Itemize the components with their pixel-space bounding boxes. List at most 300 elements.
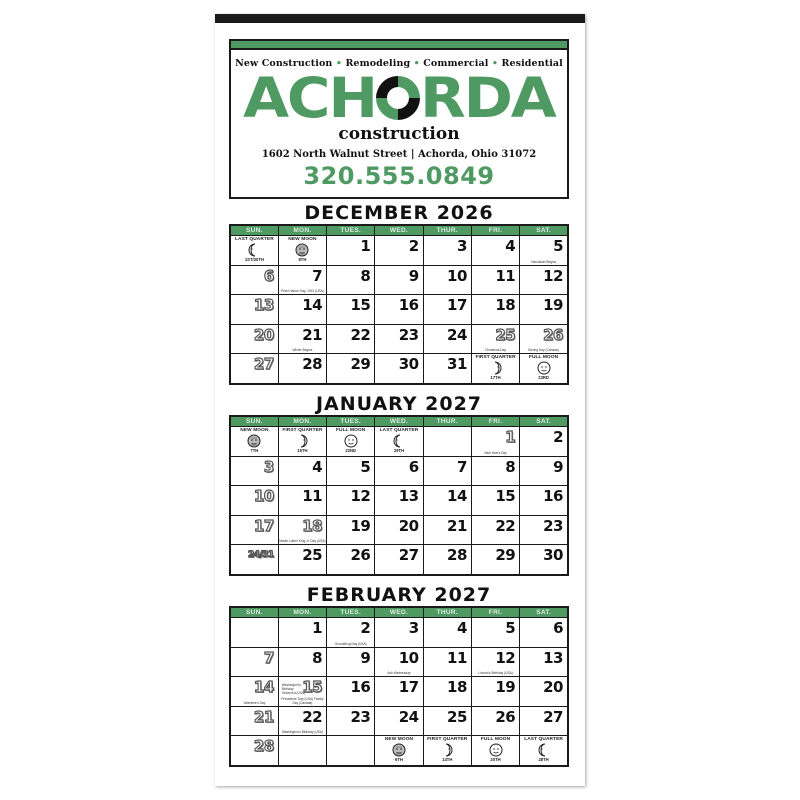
swirl-o-icon bbox=[373, 73, 423, 123]
day-cell[interactable] bbox=[520, 236, 568, 266]
week-row bbox=[230, 295, 568, 325]
day-cell[interactable] bbox=[327, 456, 375, 486]
day-number: 25 bbox=[447, 707, 467, 726]
moon-phase-label: FIRST QUARTER bbox=[427, 737, 468, 742]
day-cell[interactable] bbox=[230, 515, 278, 545]
day-cell[interactable] bbox=[375, 354, 423, 384]
moon-phase bbox=[231, 237, 278, 262]
day-cell[interactable] bbox=[375, 236, 423, 266]
day-number: 24 bbox=[447, 325, 467, 344]
weekday-header bbox=[230, 416, 568, 427]
week-row bbox=[230, 265, 568, 295]
calendar-sheet bbox=[215, 14, 585, 786]
day-number: 15 bbox=[495, 487, 516, 505]
day-number: 25 bbox=[495, 325, 516, 344]
day-number: 14 bbox=[253, 678, 274, 696]
day-cell[interactable] bbox=[520, 354, 568, 384]
day-cell[interactable] bbox=[520, 295, 568, 325]
weekday-label: FRI. bbox=[471, 225, 519, 236]
holiday-label: Lincoln's Birthday (USA) bbox=[478, 671, 513, 675]
day-cell[interactable] bbox=[278, 706, 326, 736]
day-number: 9 bbox=[360, 648, 371, 667]
moon-phase bbox=[472, 355, 519, 380]
holiday-label: Pearl Harbor Day, 1941 (USA) bbox=[281, 289, 324, 293]
day-cell[interactable] bbox=[471, 486, 519, 516]
day-cell[interactable] bbox=[423, 618, 471, 648]
day-number: 14 bbox=[302, 296, 323, 314]
company-logo bbox=[231, 66, 567, 130]
moon-last-quarter-icon bbox=[520, 743, 567, 757]
day-cell[interactable] bbox=[423, 515, 471, 545]
day-cell[interactable] bbox=[278, 236, 326, 266]
day-number: 17 bbox=[253, 516, 274, 535]
day-number: 15 bbox=[302, 678, 323, 696]
day-cell[interactable] bbox=[327, 647, 375, 677]
weekday-label: FRI. bbox=[471, 607, 519, 618]
day-number: 12 bbox=[350, 487, 371, 505]
moon-phase-label: FIRST QUARTER bbox=[475, 355, 516, 360]
day-number: 6 bbox=[553, 619, 563, 637]
day-cell[interactable] bbox=[278, 677, 326, 707]
day-number: 29 bbox=[495, 546, 516, 564]
day-number: 22 bbox=[350, 325, 371, 344]
day-cell[interactable] bbox=[423, 236, 471, 266]
day-number: 12 bbox=[495, 648, 516, 667]
week-row bbox=[230, 545, 568, 575]
week-row bbox=[230, 427, 568, 457]
day-cell[interactable] bbox=[230, 354, 278, 384]
week-row bbox=[230, 354, 568, 384]
day-number: 27 bbox=[543, 707, 563, 726]
day-cell[interactable] bbox=[278, 736, 326, 766]
day-cell[interactable] bbox=[375, 677, 423, 707]
day-number: 2 bbox=[360, 619, 371, 637]
day-cell[interactable] bbox=[230, 456, 278, 486]
day-number: 10 bbox=[398, 648, 419, 667]
month-january bbox=[229, 393, 569, 576]
day-number: 4 bbox=[456, 619, 467, 637]
day-number: 1 bbox=[360, 237, 371, 255]
day-cell[interactable] bbox=[471, 618, 519, 648]
day-cell[interactable] bbox=[278, 486, 326, 516]
day-number: 7 bbox=[456, 457, 467, 476]
day-cell[interactable] bbox=[230, 647, 278, 677]
day-cell[interactable] bbox=[471, 427, 519, 457]
moon-phase bbox=[520, 737, 567, 762]
logo-text-left: ACH bbox=[243, 66, 377, 130]
day-cell[interactable] bbox=[327, 265, 375, 295]
day-number: 2 bbox=[553, 428, 563, 446]
weekday-label: MON. bbox=[278, 416, 326, 427]
day-cell[interactable] bbox=[520, 456, 568, 486]
day-number: 31 bbox=[447, 355, 467, 373]
moon-phase-label: LAST QUARTER bbox=[379, 428, 419, 433]
moon-full-icon bbox=[327, 434, 374, 448]
day-cell[interactable] bbox=[230, 545, 278, 575]
day-number: 28 bbox=[447, 546, 467, 564]
day-cell[interactable] bbox=[471, 736, 519, 766]
weekday-label: WED. bbox=[375, 416, 423, 427]
day-cell[interactable] bbox=[327, 324, 375, 354]
day-number: 15 bbox=[350, 296, 371, 314]
day-cell[interactable] bbox=[278, 354, 326, 384]
day-cell[interactable] bbox=[471, 706, 519, 736]
moon-last-quarter-icon bbox=[375, 434, 422, 448]
day-number: 1 bbox=[312, 619, 323, 637]
weekday-label: THUR. bbox=[423, 225, 471, 236]
week-row bbox=[230, 618, 568, 648]
day-cell[interactable] bbox=[423, 545, 471, 575]
moon-last-quarter-icon bbox=[231, 243, 278, 257]
moon-phase-label: NEW MOON bbox=[384, 737, 414, 742]
day-number: 6 bbox=[408, 457, 419, 476]
month-grid bbox=[229, 224, 569, 385]
day-cell[interactable] bbox=[327, 236, 375, 266]
tagline-item: Commercial bbox=[423, 58, 489, 69]
day-cell[interactable] bbox=[278, 618, 326, 648]
moon-new-icon bbox=[231, 434, 278, 448]
day-cell[interactable] bbox=[327, 354, 375, 384]
day-cell[interactable] bbox=[230, 736, 278, 766]
day-number: 19 bbox=[495, 678, 516, 696]
moon-full-icon bbox=[472, 743, 519, 757]
weekday-label: TUES. bbox=[327, 225, 375, 236]
weekday-label: MON. bbox=[278, 225, 326, 236]
day-number: 10 bbox=[253, 487, 274, 505]
day-number: 16 bbox=[543, 487, 563, 505]
weekday-label: SUN. bbox=[230, 607, 278, 618]
weekday-label: SAT. bbox=[520, 607, 568, 618]
company-phone: 320.555.0849 bbox=[303, 162, 495, 190]
day-cell[interactable] bbox=[520, 706, 568, 736]
day-number: 14 bbox=[447, 487, 467, 505]
tagline-separator: • bbox=[335, 58, 343, 69]
day-cell[interactable] bbox=[471, 236, 519, 266]
day-number: 18 bbox=[447, 678, 467, 696]
day-cell[interactable] bbox=[423, 677, 471, 707]
day-cell[interactable] bbox=[375, 265, 423, 295]
day-number: 9 bbox=[408, 266, 419, 285]
weekday-header bbox=[230, 225, 568, 236]
day-cell[interactable] bbox=[520, 324, 568, 354]
weekday-label: SAT. bbox=[520, 416, 568, 427]
day-cell[interactable] bbox=[471, 677, 519, 707]
moon-phase-date: 1ST/30TH bbox=[244, 257, 264, 262]
day-cell[interactable] bbox=[278, 456, 326, 486]
day-cell[interactable] bbox=[327, 677, 375, 707]
day-cell[interactable] bbox=[230, 265, 278, 295]
day-number: 3 bbox=[456, 237, 467, 255]
day-cell[interactable] bbox=[278, 427, 326, 457]
day-number: 11 bbox=[447, 648, 467, 667]
moon-phase bbox=[279, 428, 326, 453]
day-cell[interactable] bbox=[520, 736, 568, 766]
day-cell[interactable] bbox=[230, 324, 278, 354]
holiday-label: Washington's Birthday (USA) bbox=[281, 730, 323, 734]
day-number: 29 bbox=[350, 355, 371, 373]
week-row bbox=[230, 515, 568, 545]
day-number: 5 bbox=[505, 619, 516, 637]
weekday-label: THUR. bbox=[423, 416, 471, 427]
weekday-label: TUES. bbox=[327, 607, 375, 618]
day-cell[interactable] bbox=[520, 647, 568, 677]
day-number: 2 bbox=[408, 237, 419, 255]
week-row bbox=[230, 677, 568, 707]
tagline-separator: • bbox=[491, 58, 499, 69]
day-cell[interactable] bbox=[230, 677, 278, 707]
day-cell[interactable] bbox=[423, 486, 471, 516]
week-row bbox=[230, 647, 568, 677]
day-cell[interactable] bbox=[375, 736, 423, 766]
logo-text-right: RDA bbox=[420, 66, 555, 130]
day-cell[interactable] bbox=[423, 324, 471, 354]
weekday-label: FRI. bbox=[471, 416, 519, 427]
day-number: 20 bbox=[543, 678, 563, 696]
day-number: 21 bbox=[302, 325, 323, 344]
holiday-label: Hanukkah Begins bbox=[531, 259, 557, 264]
day-number: 16 bbox=[350, 678, 371, 696]
day-cell[interactable] bbox=[423, 354, 471, 384]
moon-phase bbox=[520, 355, 567, 380]
day-cell[interactable] bbox=[327, 515, 375, 545]
day-cell[interactable] bbox=[471, 265, 519, 295]
holiday-label: New Year's Day bbox=[484, 450, 507, 455]
day-cell[interactable] bbox=[471, 545, 519, 575]
day-number: 8 bbox=[360, 266, 371, 285]
tagline-item: New Construction bbox=[235, 58, 333, 69]
moon-phase-label: FIRST QUARTER bbox=[282, 428, 323, 433]
day-cell[interactable] bbox=[375, 295, 423, 325]
day-cell[interactable] bbox=[423, 427, 471, 457]
moon-phase-date: 28TH bbox=[538, 757, 549, 762]
moon-phase-label: FULL MOON bbox=[336, 428, 366, 433]
day-cell[interactable] bbox=[278, 545, 326, 575]
day-number: 13 bbox=[398, 487, 419, 505]
day-cell[interactable] bbox=[471, 456, 519, 486]
day-cell[interactable] bbox=[423, 456, 471, 486]
day-number: 19 bbox=[350, 516, 371, 535]
day-cell[interactable] bbox=[375, 456, 423, 486]
day-cell[interactable] bbox=[278, 515, 326, 545]
weekday-label: THUR. bbox=[423, 607, 471, 618]
moon-first-quarter-icon bbox=[424, 743, 471, 757]
moon-phase bbox=[327, 428, 374, 453]
day-cell[interactable] bbox=[520, 677, 568, 707]
day-number: 21 bbox=[447, 516, 467, 535]
moon-phase-date: 6TH bbox=[395, 757, 403, 762]
day-number: 12 bbox=[543, 266, 563, 285]
weekday-label: SUN. bbox=[230, 225, 278, 236]
week-row bbox=[230, 706, 568, 736]
holiday-label: Winter Begins bbox=[292, 348, 313, 352]
weekday-label: SUN. bbox=[230, 416, 278, 427]
day-number: 21 bbox=[253, 707, 274, 726]
day-number: 20 bbox=[398, 516, 419, 535]
week-row bbox=[230, 486, 568, 516]
day-cell[interactable] bbox=[520, 427, 568, 457]
month-february bbox=[229, 584, 569, 767]
day-number: 17 bbox=[398, 678, 419, 696]
day-cell[interactable] bbox=[327, 427, 375, 457]
day-cell[interactable] bbox=[327, 545, 375, 575]
day-cell[interactable] bbox=[375, 515, 423, 545]
day-cell[interactable] bbox=[423, 647, 471, 677]
day-number: 5 bbox=[360, 457, 371, 476]
day-cell[interactable] bbox=[375, 706, 423, 736]
moon-phase bbox=[424, 737, 471, 762]
day-cell[interactable] bbox=[520, 486, 568, 516]
day-cell[interactable] bbox=[278, 324, 326, 354]
day-number: 10 bbox=[447, 266, 467, 285]
day-cell[interactable] bbox=[327, 486, 375, 516]
holiday-label: Washington's Birthday Observed (USA) bbox=[281, 683, 306, 695]
day-number: 19 bbox=[543, 296, 563, 314]
tagline-item: Residential bbox=[501, 58, 563, 69]
day-cell[interactable] bbox=[423, 295, 471, 325]
tagline-separator: • bbox=[413, 58, 420, 69]
day-cell[interactable] bbox=[327, 706, 375, 736]
moon-phase-date: 17TH bbox=[490, 375, 501, 380]
day-cell[interactable] bbox=[520, 515, 568, 545]
moon-phase-label: FULL MOON bbox=[528, 355, 559, 360]
day-number: 3 bbox=[408, 619, 419, 637]
day-number: 24/31 bbox=[247, 550, 274, 560]
moon-phase-date: 23RD bbox=[538, 375, 549, 380]
moon-phase bbox=[375, 737, 422, 762]
month-title: DECEMBER 2026 bbox=[304, 202, 494, 224]
day-number: 11 bbox=[495, 266, 516, 285]
day-cell[interactable] bbox=[375, 427, 423, 457]
day-number: 1 bbox=[505, 428, 516, 446]
day-cell[interactable] bbox=[327, 736, 375, 766]
month-december bbox=[229, 202, 569, 385]
day-number: 30 bbox=[543, 546, 563, 564]
day-cell[interactable] bbox=[278, 647, 326, 677]
day-cell[interactable] bbox=[471, 354, 519, 384]
month-title: JANUARY 2027 bbox=[315, 393, 483, 415]
holiday-label: Martin Luther King Jr. Day (USA) bbox=[279, 539, 326, 543]
day-number: 16 bbox=[398, 296, 419, 314]
day-cell[interactable] bbox=[230, 706, 278, 736]
day-number: 13 bbox=[543, 648, 563, 667]
week-row bbox=[230, 456, 568, 486]
day-number: 23 bbox=[543, 516, 563, 535]
day-number: 6 bbox=[263, 266, 274, 285]
holiday-label: Valentine's Day bbox=[243, 700, 266, 705]
moon-first-quarter-icon bbox=[279, 434, 326, 448]
day-cell[interactable] bbox=[327, 295, 375, 325]
moon-phase-label: LAST QUARTER bbox=[524, 737, 563, 742]
day-cell[interactable] bbox=[230, 618, 278, 648]
day-number: 26 bbox=[350, 546, 371, 564]
day-cell[interactable] bbox=[471, 515, 519, 545]
day-cell[interactable] bbox=[520, 545, 568, 575]
weekday-label: WED. bbox=[375, 225, 423, 236]
day-cell[interactable] bbox=[423, 736, 471, 766]
day-number: 22 bbox=[302, 707, 323, 726]
moon-new-icon bbox=[375, 743, 422, 757]
day-cell[interactable] bbox=[471, 295, 519, 325]
moon-phase-date: 14TH bbox=[442, 757, 453, 762]
day-number: 17 bbox=[447, 296, 467, 314]
moon-phase-date: 20TH bbox=[490, 757, 501, 762]
moon-phase-date: 29TH bbox=[393, 448, 405, 453]
day-cell[interactable] bbox=[375, 324, 423, 354]
day-cell[interactable] bbox=[230, 427, 278, 457]
day-number: 23 bbox=[398, 325, 419, 344]
day-cell[interactable] bbox=[375, 647, 423, 677]
day-number: 22 bbox=[495, 516, 516, 535]
day-cell[interactable] bbox=[278, 295, 326, 325]
weekday-label: WED. bbox=[375, 607, 423, 618]
day-number: 8 bbox=[505, 457, 516, 476]
day-number: 28 bbox=[253, 737, 274, 755]
day-cell[interactable] bbox=[375, 486, 423, 516]
day-number: 8 bbox=[312, 648, 323, 667]
moon-phase-label: NEW MOON bbox=[240, 428, 269, 433]
weekday-label: TUES. bbox=[327, 416, 375, 427]
company-subtitle: construction bbox=[338, 124, 460, 144]
holiday-label: Boxing Day (Canada) bbox=[528, 348, 559, 352]
day-number: 18 bbox=[302, 516, 323, 535]
moon-full-icon bbox=[520, 361, 567, 375]
day-cell[interactable] bbox=[230, 236, 278, 266]
day-number: 13 bbox=[253, 296, 274, 314]
day-cell[interactable] bbox=[230, 295, 278, 325]
moon-phase-date: 8TH bbox=[298, 257, 307, 262]
moon-phase bbox=[472, 737, 519, 762]
day-number: 7 bbox=[312, 266, 323, 285]
day-cell[interactable] bbox=[423, 265, 471, 295]
week-row bbox=[230, 736, 568, 766]
day-number: 7 bbox=[263, 648, 274, 667]
moon-phase-date: 22ND bbox=[345, 448, 357, 453]
day-number: 20 bbox=[253, 325, 274, 344]
day-cell[interactable] bbox=[375, 545, 423, 575]
day-number: 11 bbox=[302, 487, 323, 505]
weekday-header bbox=[230, 607, 568, 618]
week-row bbox=[230, 324, 568, 354]
moon-phase bbox=[279, 237, 326, 262]
day-cell[interactable] bbox=[520, 265, 568, 295]
company-address: 1602 North Walnut Street | Achorda, Ohio 31072 bbox=[261, 149, 537, 160]
day-cell[interactable] bbox=[278, 265, 326, 295]
day-cell[interactable] bbox=[423, 706, 471, 736]
day-cell[interactable] bbox=[375, 618, 423, 648]
month-title: FEBRUARY 2027 bbox=[306, 584, 492, 606]
day-cell[interactable] bbox=[471, 324, 519, 354]
advertiser-imprint bbox=[229, 39, 569, 199]
holiday-label: Presidents' Day (USA) Family Day (Canada) bbox=[281, 696, 324, 705]
day-number: 5 bbox=[553, 237, 563, 255]
day-number: 24 bbox=[398, 707, 419, 726]
day-cell[interactable] bbox=[327, 618, 375, 648]
month-grid bbox=[229, 415, 569, 576]
day-number: 28 bbox=[302, 355, 323, 373]
moon-phase bbox=[231, 428, 278, 453]
day-cell[interactable] bbox=[230, 486, 278, 516]
day-number: 26 bbox=[543, 325, 563, 344]
day-number: 25 bbox=[302, 546, 323, 564]
green-band bbox=[231, 41, 567, 50]
week-row bbox=[230, 236, 568, 266]
day-number: 26 bbox=[495, 707, 516, 726]
day-cell[interactable] bbox=[471, 647, 519, 677]
binding-strip bbox=[215, 14, 585, 23]
day-cell[interactable] bbox=[520, 618, 568, 648]
moon-phase bbox=[375, 428, 422, 453]
moon-phase-label: FULL MOON bbox=[480, 737, 511, 742]
